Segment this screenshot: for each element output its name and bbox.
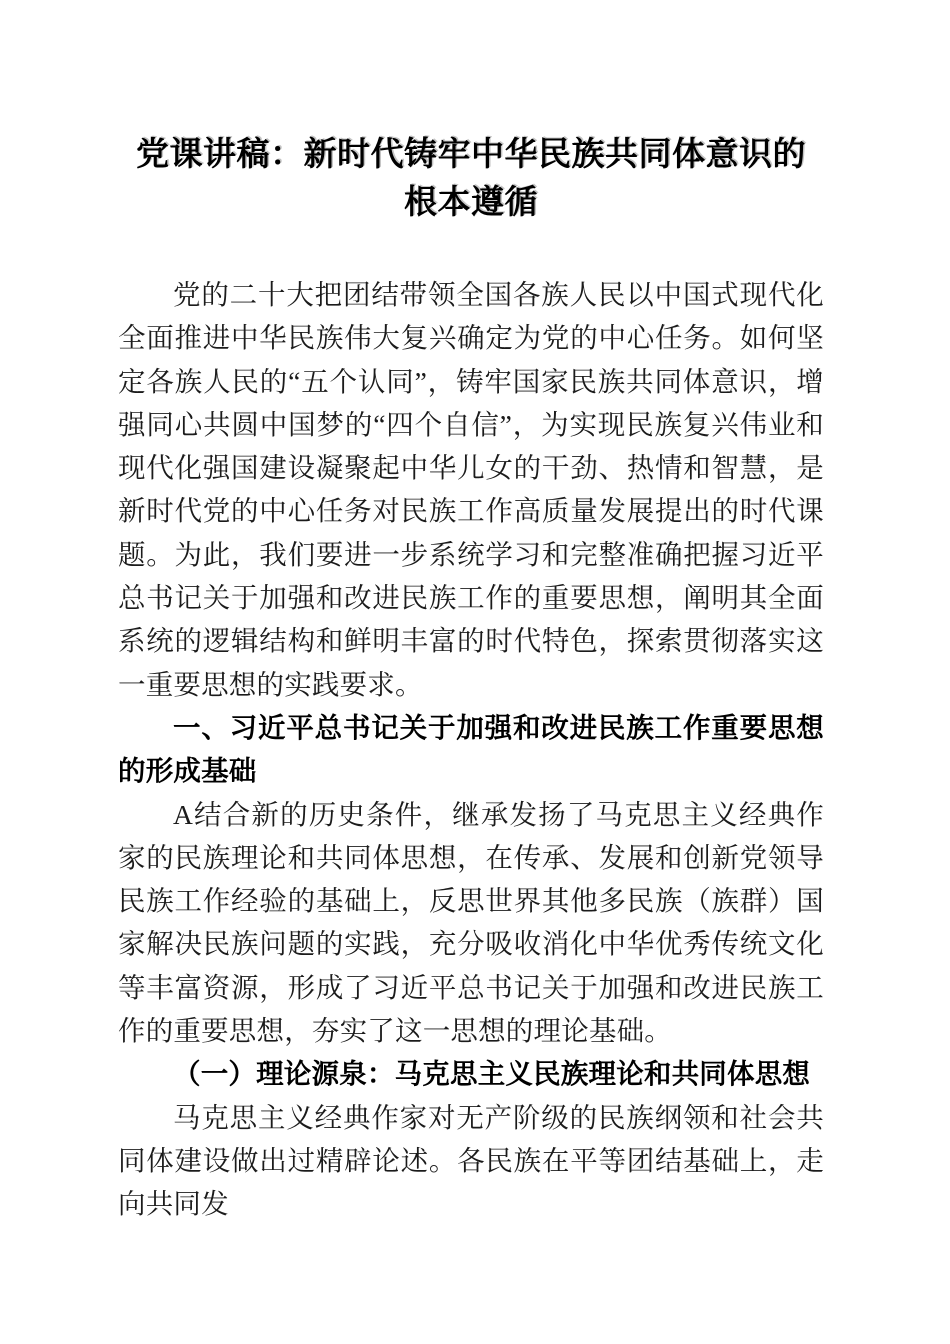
section-one-paragraph: A结合新的历史条件，继承发扬了马克思主义经典作家的民族理论和共同体思想，在传承、发展和创新党领导民族工作经验的基础上，反思世界其他多民族（族群）国家解决民族问题的实践，充分吸收消化中华优秀传统文化等丰富资源，形成了习近平总书记关于加强和改进民族工作的重要思想，夯实了这一思想的理论基础。 [118,798,824,1047]
subsection-one-paragraph: 马克思主义经典作家对无产阶级的民族纲领和社会共同体建设做出过精辟论述。各民族在平等团结基础上，走向共同发 [118,1101,824,1220]
page-title-line-1: 党课讲稿：新时代铸牢中华民族共同体意识的 [136,137,806,173]
document-content-column [118,0,824,1226]
section-heading-one: 一、习近平总书记关于加强和改进民族工作重要思想的形成基础 [118,711,824,787]
page-title-line-2: 根本遵循 [404,185,538,221]
page-title [118,0,824,227]
subsection-heading-one: （一）理论源泉：马克思主义民族理论和共同体思想 [173,1058,811,1090]
intro-paragraph: 党的二十大把团结带领全国各族人民以中国式现代化全面推进中华民族伟大复兴确定为党的中心任务。如何坚定各族人民的“五个认同”，铸牢国家民族共同体意识，增强同心共圆中国梦的“四个自信”，为实现民族复兴伟业和现代化强国建设凝聚起中华儿女的干劲、热情和智慧，是新时代党的中心任务对民族工作高质量发展提出的时代课题。为此，我们要进一步系统学习和完整准确把握习近平总书记关于加强和改进民族工作的重要思想，阐明其全面系统的逻辑结构和鲜明丰富的时代特色，探索贯彻落实这一重要思想的实践要求。 [118,279,824,700]
